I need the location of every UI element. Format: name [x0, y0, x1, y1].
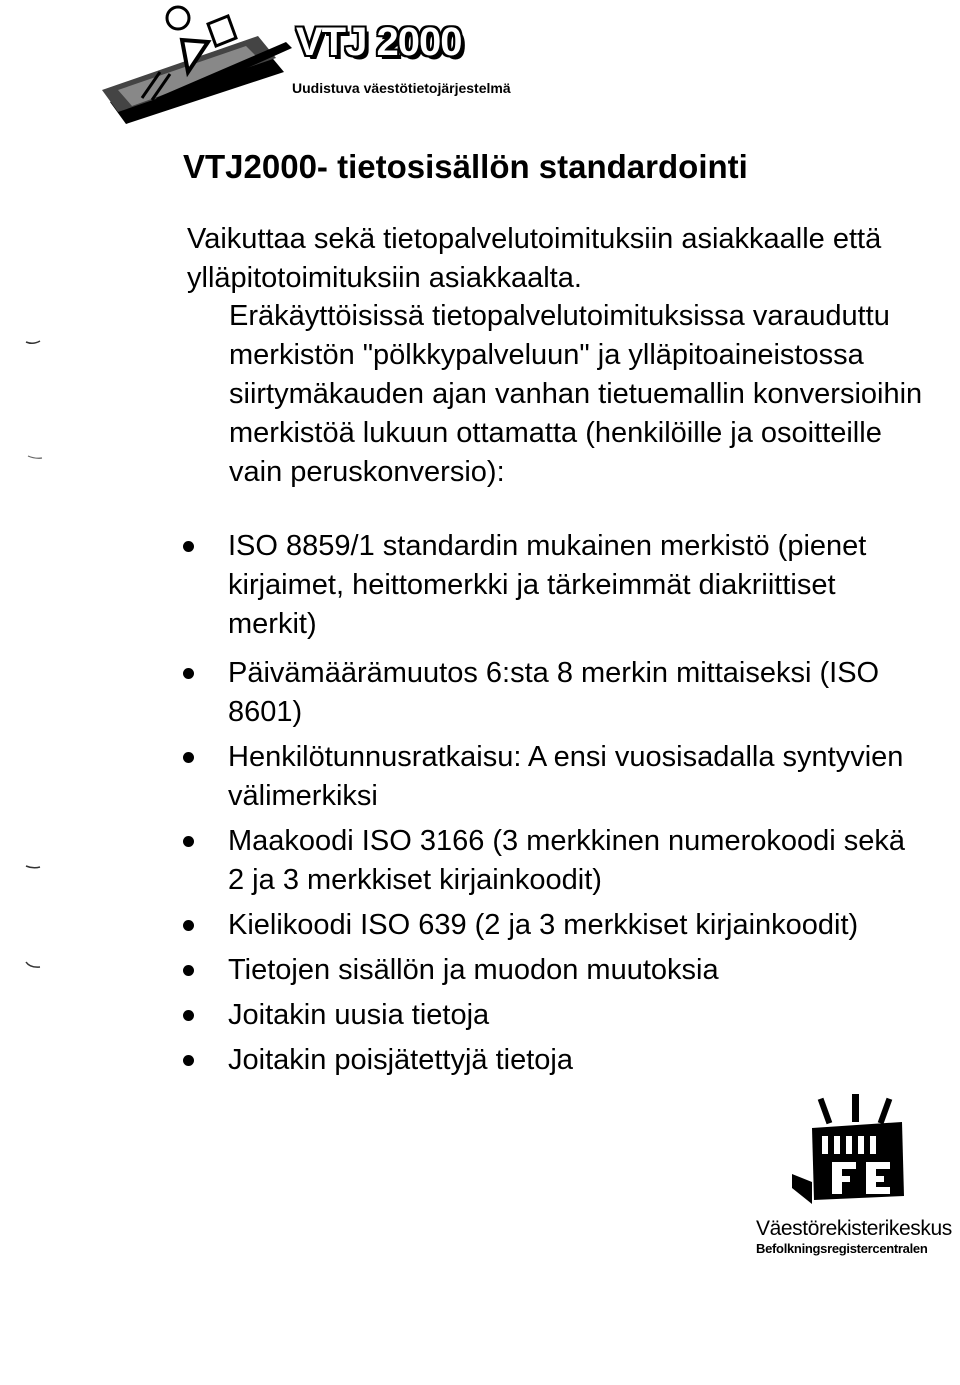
body-paragraph: Eräkäyttöisissä tietopalvelutoimituksissa varauduttu merkistön "pölkkypalveluun" ja ylläpitoaineistossa siirtymäkauden ajan vanhan tietuemallin konversioihin merkistöä lukuun ottamatta (henkilöille ja osoitteille vain peruskonversio):: [229, 300, 923, 488]
scan-mark-2: [26, 452, 44, 462]
list-item: Henkilötunnusratkaisu: A ensi vuosisadalla syntyvien välimerkiksi: [183, 738, 923, 816]
scan-mark-1: [24, 338, 42, 348]
org-name-finnish: Väestörekisterikeskus: [756, 1217, 952, 1240]
list-item: Tietojen sisällön ja muodon muutoksia: [183, 951, 923, 990]
vrk-logo-graphic: [792, 1092, 922, 1212]
logo-subtitle: Uudistuva väestötietojärjestelmä: [292, 80, 511, 96]
list-item: Maakoodi ISO 3166 (3 merkkinen numerokoodi sekä 2 ja 3 merkkiset kirjainkoodit): [183, 822, 923, 900]
org-name-swedish: Befolkningsregistercentralen: [756, 1241, 928, 1256]
vtj-logo-graphic: [96, 2, 296, 124]
page-title: VTJ2000- tietosisällön standardointi: [183, 148, 748, 185]
bullet-list: [183, 527, 923, 1080]
list-item: Päivämäärämuutos 6:sta 8 merkin mittaiseksi (ISO 8601): [183, 654, 923, 732]
list-item: Joitakin poisjätettyjä tietoja: [183, 1041, 923, 1080]
list-item: Joitakin uusia tietoja: [183, 996, 923, 1035]
intro-paragraph: Vaikuttaa sekä tietopalvelutoimituksiin asiakkaalle että ylläpitotoimituksiin asiakkaalta.: [187, 223, 882, 294]
logo-title: VTJ 2000: [296, 20, 462, 64]
list-item: Kielikoodi ISO 639 (2 ja 3 merkkiset kirjainkoodit): [183, 906, 923, 945]
scan-mark-3: [24, 862, 42, 872]
scan-mark-4: [24, 960, 42, 970]
list-item: ISO 8859/1 standardin mukainen merkistö (pienet kirjaimet, heittomerkki ja tärkeimmät diakriittiset merkit): [183, 527, 923, 644]
